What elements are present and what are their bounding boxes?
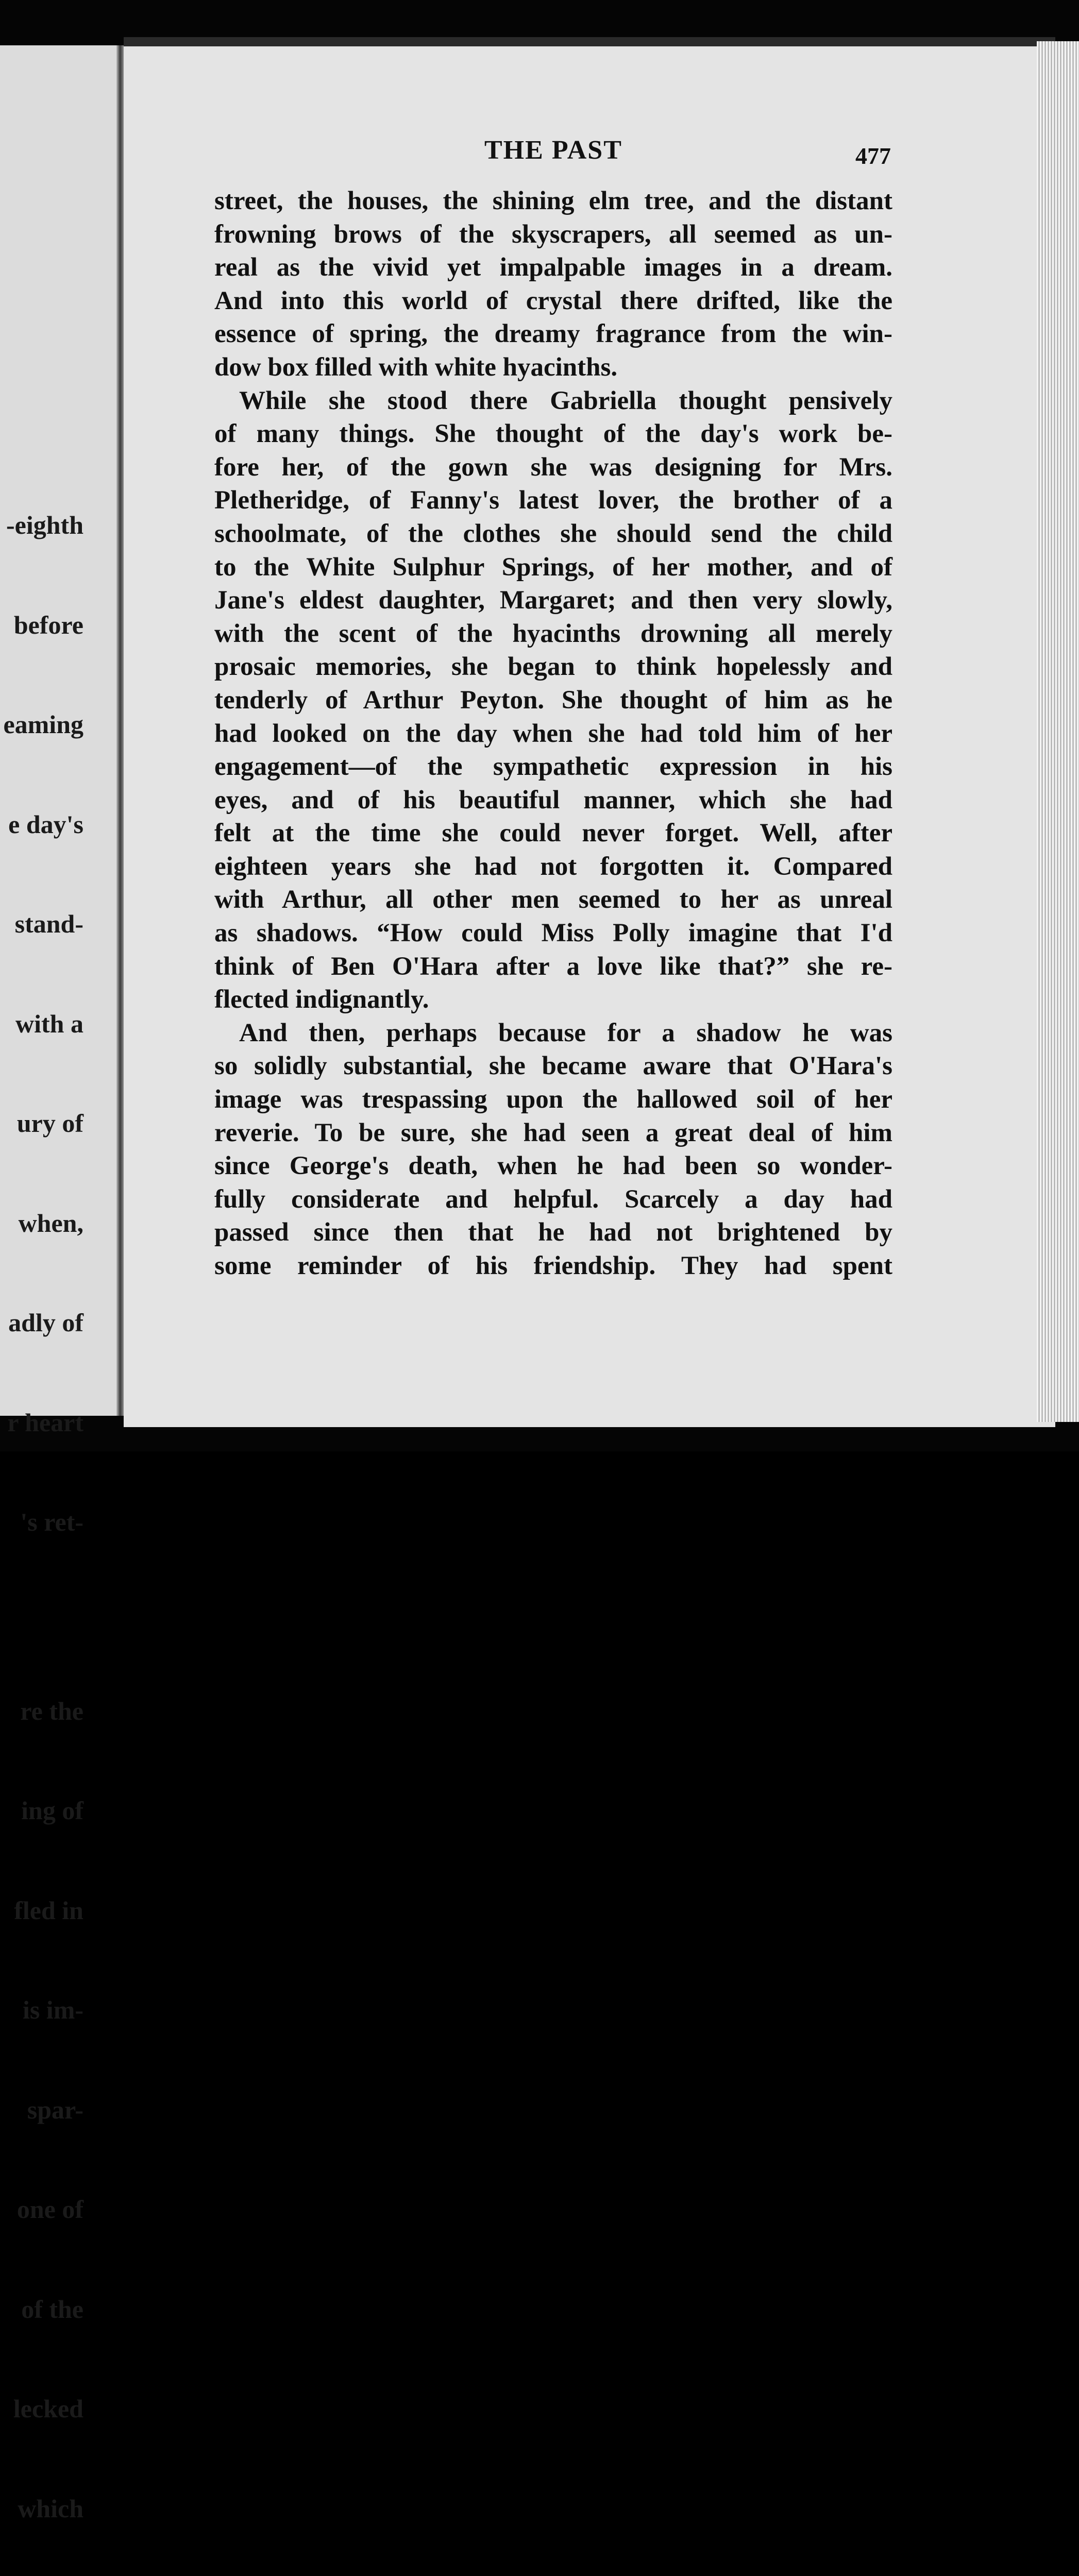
text-line: as shadows. “How could Miss Polly imagine that I'd <box>214 919 892 948</box>
page-number: 477 <box>855 143 891 169</box>
running-head: THE PAST <box>484 135 622 165</box>
left-line: is im- <box>22 1995 83 2024</box>
left-line: which <box>18 2494 83 2523</box>
text-line: with the scent of the hyacinths drowning all merely <box>214 619 892 648</box>
text-line: engagement—of the sympathetic expression in his <box>214 752 892 782</box>
text-line: had looked on the day when she had told him of her <box>214 719 892 748</box>
left-line: stand- <box>14 909 83 938</box>
left-line: spar- <box>27 2095 83 2124</box>
left-line: eaming <box>3 710 83 739</box>
left-line: re the <box>20 1696 83 1725</box>
text-line: Pletheridge, of Fanny's latest lover, the brother of a <box>214 486 892 515</box>
text-line: While she stood there Gabriella thought pensively <box>239 386 892 415</box>
page-edges <box>1037 41 1079 1422</box>
left-line: ury of <box>16 1109 83 1138</box>
text-line: felt at the time she could never forget. Well, after <box>214 819 892 848</box>
left-line: before <box>13 610 83 639</box>
text-line: real as the vivid yet impalpable images in a dream. <box>214 253 892 282</box>
text-line: Jane's eldest daughter, Margaret; and then very slowly, <box>214 586 892 615</box>
left-line: ing of <box>21 1796 83 1825</box>
left-line: -eighth <box>6 511 83 539</box>
text-line: frowning brows of the skyscrapers, all seemed as un- <box>214 219 892 249</box>
text-line: passed since then that he had not brightened by <box>214 1218 892 1247</box>
text-line: reverie. To be sure, she had seen a great deal of him <box>214 1118 892 1147</box>
text-line: since George's death, when he had been so wonder- <box>214 1151 892 1181</box>
left-line: one of <box>16 2195 83 2224</box>
left-line: r heart <box>7 1408 83 1437</box>
left-page-text <box>3 442 83 2576</box>
left-page-fragment <box>0 45 123 2523</box>
left-line: lecked <box>13 2394 83 2423</box>
body-text <box>214 184 892 1283</box>
left-paragraph-gap <box>3 1605 83 1628</box>
text-line: so solidly substantial, she became aware that O'Hara's <box>214 1052 892 1081</box>
text-line: prosaic memories, she began to think hopelessly and <box>214 652 892 682</box>
text-line: fully considerate and helpful. Scarcely a day had <box>214 1184 892 1214</box>
text-line: think of Ben O'Hara after a love like that?” she re- <box>214 952 892 981</box>
left-line: of the <box>21 2294 83 2324</box>
text-line: tenderly of Arthur Peyton. She thought of him as he <box>214 685 892 715</box>
text-line: some reminder of his friendship. They had spent <box>214 1251 892 1280</box>
text-line: flected indignantly. <box>214 985 429 1014</box>
text-line: And then, perhaps because for a shadow he was <box>239 1018 892 1047</box>
left-line: adly of <box>8 1308 83 1337</box>
text-line: dow box filled with white hyacinths. <box>214 352 618 382</box>
text-line: to the White Sulphur Springs, of her mother, and of <box>214 552 892 582</box>
text-line: And into this world of crystal there drifted, like the <box>214 286 892 315</box>
left-line: 's ret- <box>20 1507 83 1536</box>
left-line: when, <box>18 1208 83 1238</box>
text-line: street, the houses, the shining elm tree, and the distant <box>214 187 892 215</box>
book-gutter <box>116 45 124 1416</box>
left-line: with a <box>15 1009 83 1038</box>
left-line: e day's <box>8 809 83 839</box>
text-line: image was trespassing upon the hallowed soil of her <box>214 1085 892 1114</box>
text-line: with Arthur, all other men seemed to her as unreal <box>214 885 892 914</box>
text-line: eighteen years she had not forgotten it. Compared <box>214 852 892 881</box>
text-line: eyes, and of his beautiful manner, which she had <box>214 785 892 815</box>
text-line: of many things. She thought of the day's work be- <box>214 419 892 449</box>
text-line: essence of spring, the dreamy fragrance from the win- <box>214 319 892 349</box>
left-line: fled in <box>14 1895 83 1925</box>
text-line: fore her, of the gown she was designing for Mrs. <box>214 452 892 482</box>
text-line: schoolmate, of the clothes she should send the child <box>214 519 892 548</box>
